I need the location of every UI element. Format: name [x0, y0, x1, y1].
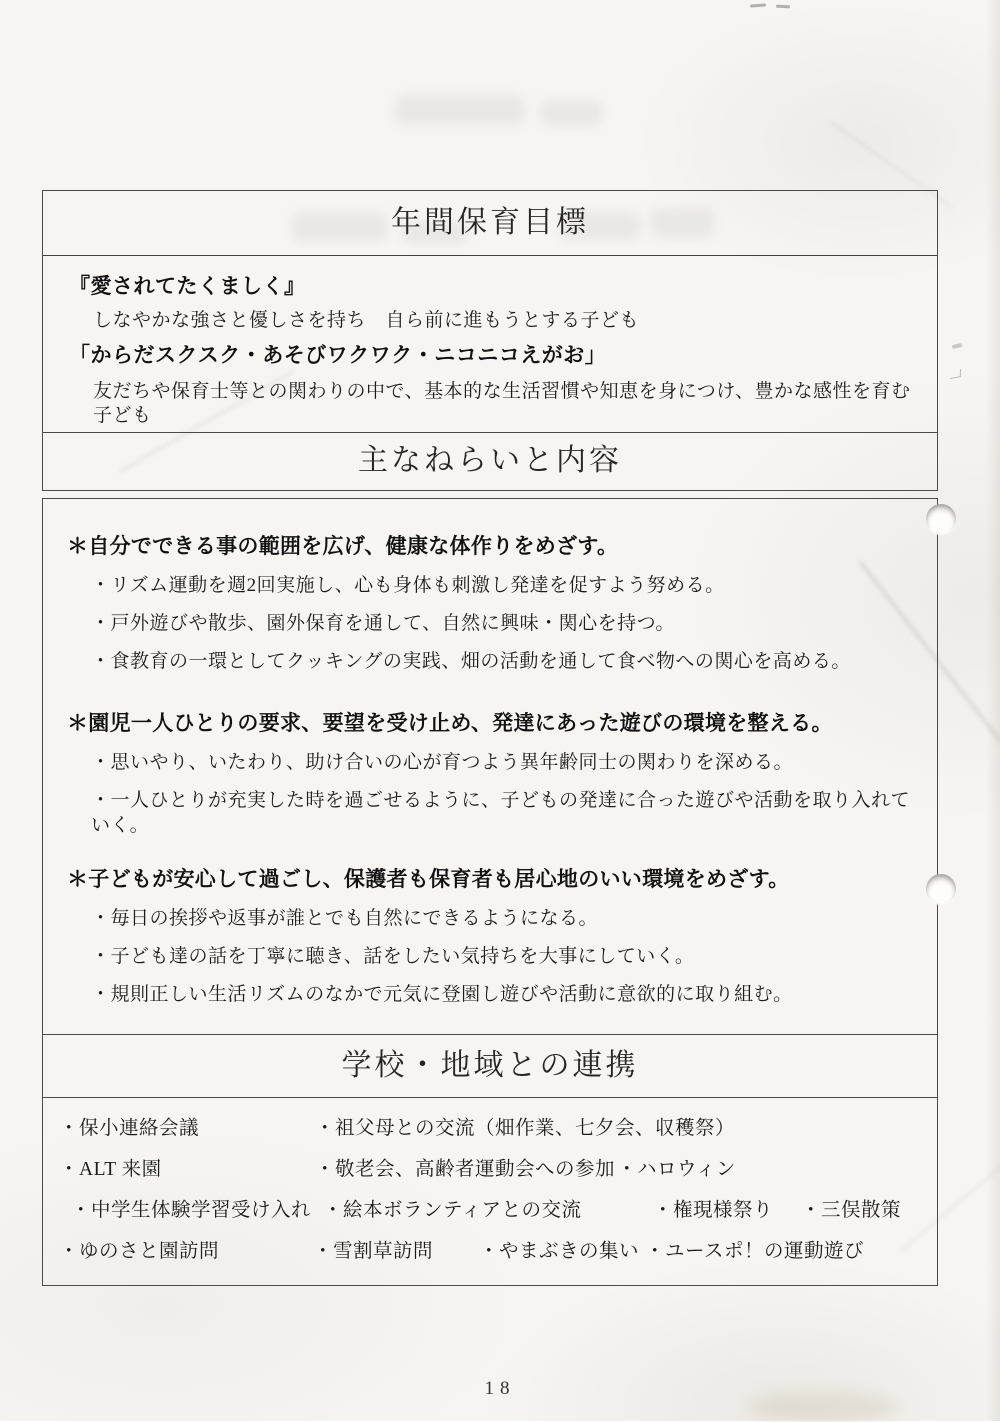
aim-item: ・規則正しい生活リズムのなかで元気に登園し遊びや活動に意欲的に取り組む。 — [91, 984, 793, 1005]
aim-item: ・戸外遊びや散歩、園外保育を通して、自然に興味・関心を持つ。 — [91, 613, 675, 634]
aim-item: ・一人ひとりが充実した時を過ごせるように、子どもの発達に合った遊びや活動を取り入れていく。 — [91, 790, 911, 836]
bleed-through-artifact — [395, 95, 525, 125]
community-item: ・権現様祭り — [653, 1200, 774, 1221]
aim-heading: ＊子どもが安心して過ごし、保護者も保育者も居心地のいい環境をめざす。 — [67, 868, 790, 891]
community-row — [43, 1149, 937, 1190]
annual-goals-body — [43, 256, 937, 428]
community-item: ・祖父母との交流（畑作業、七夕会、収穫祭） — [315, 1118, 736, 1139]
aim-item: ・毎日の挨拶や返事が誰とでも自然にできるようになる。 — [91, 908, 599, 929]
goals-slogan-1: 『愛されてたくましく』 — [69, 275, 306, 298]
community-list-box — [42, 1098, 938, 1286]
community-row — [43, 1108, 937, 1149]
aim-item: ・子ども達の話を丁寧に聴き、話をしたい気持ちを大事にしていく。 — [91, 946, 695, 967]
community-item: ・ユースポ！の運動遊び — [645, 1241, 865, 1262]
goals-slogan-2: 「からだスクスク・あそびワクワク・ニコニコえがお」 — [69, 344, 607, 367]
scan-mark — [776, 5, 790, 9]
community-title: 学校・地域との連携 — [341, 1049, 639, 1082]
aims-title: 主なねらいと内容 — [358, 444, 622, 477]
hole-punch — [926, 504, 956, 534]
community-item: ・やまぶきの集い — [479, 1241, 640, 1262]
aims-header-box — [42, 433, 938, 491]
scan-mark — [950, 369, 961, 379]
annual-goals-title: 年間保育目標 — [43, 191, 937, 256]
goals-slogan-2-desc: 友だちや保育士等との関わりの中で、基本的な生活習慣や知恵を身につけ、豊かな感性を育む子ども — [93, 381, 911, 426]
community-item: ・敬老会、高齢者運動会への参加 — [315, 1159, 616, 1180]
community-item: ・雪割草訪問 — [313, 1241, 434, 1262]
community-item: ・絵本ボランティアとの交流 — [323, 1200, 582, 1221]
bleed-through-artifact — [540, 100, 602, 126]
goals-slogan-1-desc: しなやかな強さと優しさを持ち 自ら前に進もうとする子ども — [93, 310, 640, 331]
community-item: ・保小連絡会議 — [59, 1118, 200, 1139]
community-item: ・ハロウィン — [617, 1159, 736, 1180]
hole-punch — [926, 874, 956, 904]
scan-mark — [750, 3, 766, 7]
aims-content-box — [42, 498, 938, 1035]
aim-group — [67, 866, 919, 1007]
community-item: ・ALT 来園 — [59, 1159, 162, 1180]
community-item: ・中学生体験学習受け入れ — [71, 1200, 312, 1221]
community-item: ・ゆのさと園訪問 — [59, 1241, 220, 1262]
aim-group — [67, 533, 919, 674]
community-item: ・三俣散策 — [801, 1200, 902, 1221]
community-row — [43, 1190, 937, 1231]
page-number: 18 — [484, 1378, 516, 1399]
aim-heading: ＊自分でできる事の範囲を広げ、健康な体作りをめざす。 — [67, 535, 619, 558]
aim-heading: ＊園児一人ひとりの要求、要望を受け止め、発達にあった遊びの環境を整える。 — [67, 712, 833, 735]
scan-mark — [952, 343, 963, 349]
community-row — [43, 1231, 937, 1272]
annual-goals-box — [42, 190, 938, 433]
aim-item: ・思いやり、いたわり、助け合いの心が育つよう異年齢同士の関わりを深める。 — [91, 752, 794, 773]
aim-item: ・リズム運動を週2回実施し、心も身体も刺激し発達を促すよう努める。 — [91, 575, 725, 596]
aim-group — [67, 710, 919, 838]
aim-item: ・食教育の一環としてクッキングの実践、畑の活動を通して食べ物への関心を高める。 — [91, 651, 851, 672]
community-header-box — [42, 1035, 938, 1098]
